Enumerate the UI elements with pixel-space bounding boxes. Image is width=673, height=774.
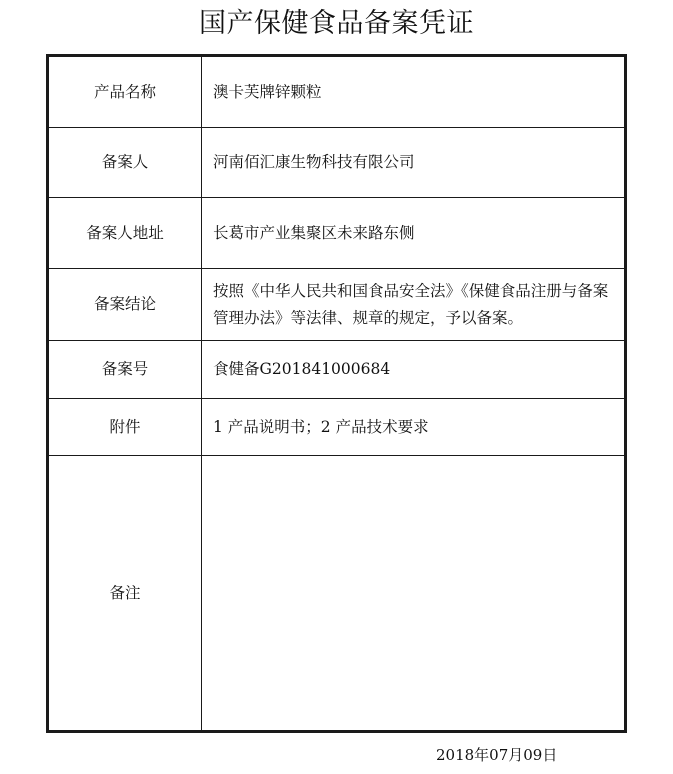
field-label-filer: 备案人 <box>48 128 202 198</box>
field-label-remarks: 备注 <box>48 456 202 732</box>
field-value-remarks <box>202 456 626 732</box>
table-row-record-number <box>48 341 626 399</box>
field-value-attachments: 1 产品说明书；2 产品技术要求 <box>202 399 626 456</box>
field-label-record-number: 备案号 <box>48 341 202 399</box>
field-value-filer: 河南佰汇康生物科技有限公司 <box>202 128 626 198</box>
field-value-product-name: 澳卡芙牌锌颗粒 <box>202 56 626 128</box>
record-table <box>46 54 627 733</box>
issue-date: 2018年07月09日 <box>436 746 558 764</box>
field-value-conclusion: 按照《中华人民共和国食品安全法》《保健食品注册与备案管理办法》等法律、规章的规定，予以备案。 <box>202 269 626 341</box>
table-row-attachments <box>48 399 626 456</box>
table-row-product-name <box>48 56 626 128</box>
table-row-filer <box>48 128 626 198</box>
table-row-filer-address <box>48 198 626 269</box>
field-label-conclusion: 备案结论 <box>48 269 202 341</box>
field-label-filer-address: 备案人地址 <box>48 198 202 269</box>
field-label-attachments: 附件 <box>48 399 202 456</box>
document-title: 国产保健食品备案凭证 <box>199 8 474 39</box>
table-row-remarks <box>48 456 626 732</box>
field-label-product-name: 产品名称 <box>48 56 202 128</box>
field-value-record-number: 食健备G201841000684 <box>202 341 626 399</box>
field-value-filer-address: 长葛市产业集聚区未来路东侧 <box>202 198 626 269</box>
table-row-conclusion <box>48 269 626 341</box>
